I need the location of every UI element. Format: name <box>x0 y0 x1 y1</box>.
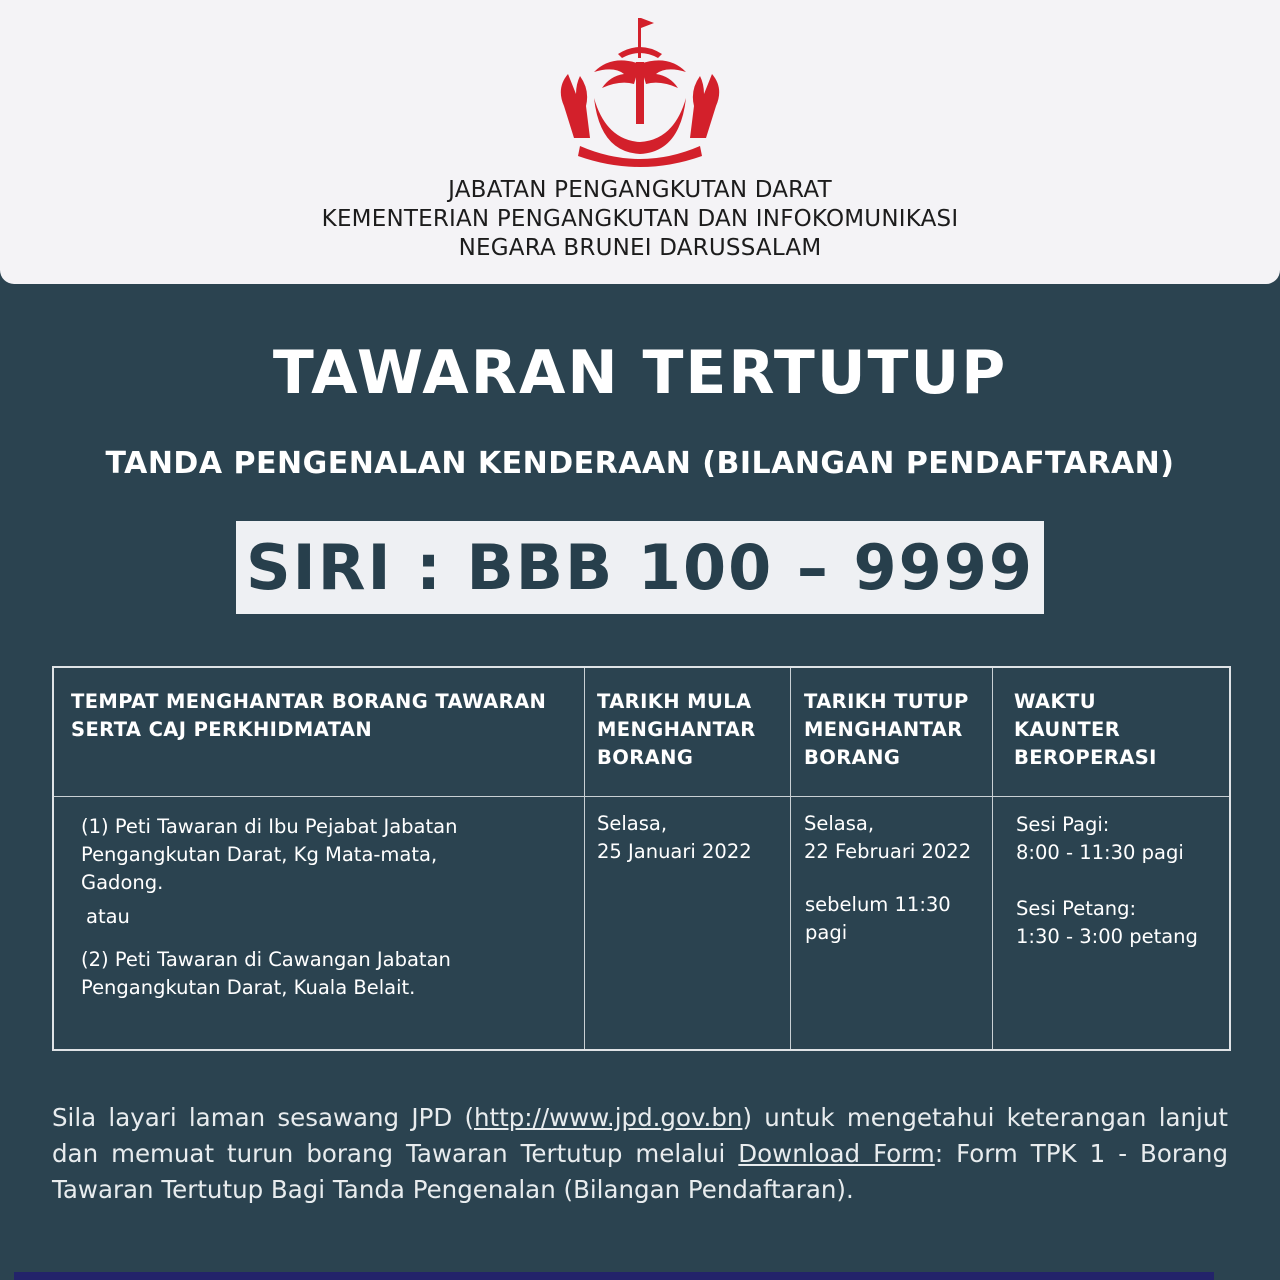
header-place-line: TEMPAT MENGHANTAR BORANG TAWARAN <box>71 690 547 713</box>
header-close-line: BORANG <box>804 746 901 769</box>
header-close-line: MENGHANTAR <box>804 718 963 741</box>
close-time-line: pagi <box>805 921 848 944</box>
place-line: (2) Peti Tawaran di Cawangan Jabatan <box>81 948 451 971</box>
jpd-website-link[interactable]: http://www.jpd.gov.bn <box>474 1103 743 1132</box>
column-divider <box>992 668 993 1049</box>
header-hours-line: BEROPERASI <box>1014 746 1157 769</box>
header-place-line: SERTA CAJ PERKHIDMATAN <box>71 718 373 741</box>
start-date-line: Selasa, <box>597 812 668 835</box>
place-line: (1) Peti Tawaran di Ibu Pejabat Jabatan <box>81 815 458 838</box>
page-title: TAWARAN TERTUTUP <box>272 338 1008 408</box>
download-form-link[interactable]: Download Form <box>738 1139 935 1168</box>
header-start-line: BORANG <box>597 746 694 769</box>
session-line: 8:00 - 11:30 pagi <box>1016 841 1184 864</box>
close-time-line: sebelum 11:30 <box>805 893 951 916</box>
place-or-label: atau <box>86 905 130 928</box>
session-line: 1:30 - 3:00 petang <box>1016 925 1198 948</box>
footer-text: ) untuk mengetahui keterangan lanjut dan memuat turun borang Tawaran Tertutup melalui <box>52 1103 1228 1168</box>
morning-session <box>1016 811 1184 867</box>
org-line-department: JABATAN PENGANGKUTAN DARAT <box>448 177 832 203</box>
close-date-line: 22 Februari 2022 <box>804 840 972 863</box>
brunei-crest-icon <box>550 14 730 170</box>
series-label: SIRI : BBB 100 – 9999 <box>246 531 1034 604</box>
start-date-line: 25 Januari 2022 <box>597 840 752 863</box>
header-place <box>71 688 546 744</box>
place-option-1 <box>81 813 457 897</box>
header-banner <box>0 0 1280 284</box>
footer-text: : Form TPK 1 - Borang Tawaran Tertutup Bagi Tanda Pengenalan (Bilangan Pendaftaran). <box>52 1139 1228 1204</box>
column-divider <box>584 668 585 1049</box>
place-line: Pengangkutan Darat, Kg Mata-mata, <box>81 843 438 866</box>
header-close-line: TARIKH TUTUP <box>804 690 969 713</box>
start-date-value <box>597 810 752 866</box>
close-time-value <box>805 891 951 947</box>
series-box <box>236 521 1044 614</box>
header-close-date <box>804 688 969 772</box>
header-start-line: MENGHANTAR <box>597 718 756 741</box>
header-divider <box>54 796 1229 797</box>
session-line: Sesi Petang: <box>1016 897 1137 920</box>
evening-session <box>1016 895 1198 951</box>
organization-name <box>0 176 1280 263</box>
bottom-bar <box>14 1272 1214 1280</box>
offer-table <box>52 666 1231 1051</box>
footer-text: Sila layari laman sesawang JPD ( <box>52 1103 475 1132</box>
header-hours-line: WAKTU <box>1014 690 1096 713</box>
session-line: Sesi Pagi: <box>1016 813 1110 836</box>
header-start-date <box>597 688 756 772</box>
place-option-2 <box>81 946 451 1002</box>
org-line-ministry: KEMENTERIAN PENGANGKUTAN DAN INFOKOMUNIKASI <box>321 206 959 232</box>
header-start-line: TARIKH MULA <box>597 690 752 713</box>
place-line: Pengangkutan Darat, Kuala Belait. <box>81 976 416 999</box>
org-line-country: NEGARA BRUNEI DARUSSALAM <box>458 235 822 261</box>
close-date-line: Selasa, <box>804 812 875 835</box>
footer-note <box>52 1100 1228 1208</box>
place-line: Gadong. <box>81 871 164 894</box>
column-divider <box>790 668 791 1049</box>
header-counter-hours <box>1014 688 1157 772</box>
close-date-value <box>804 810 971 866</box>
header-hours-line: KAUNTER <box>1014 718 1121 741</box>
page-subtitle: TANDA PENGENALAN KENDERAAN (BILANGAN PENDAFTARAN) <box>105 446 1175 481</box>
